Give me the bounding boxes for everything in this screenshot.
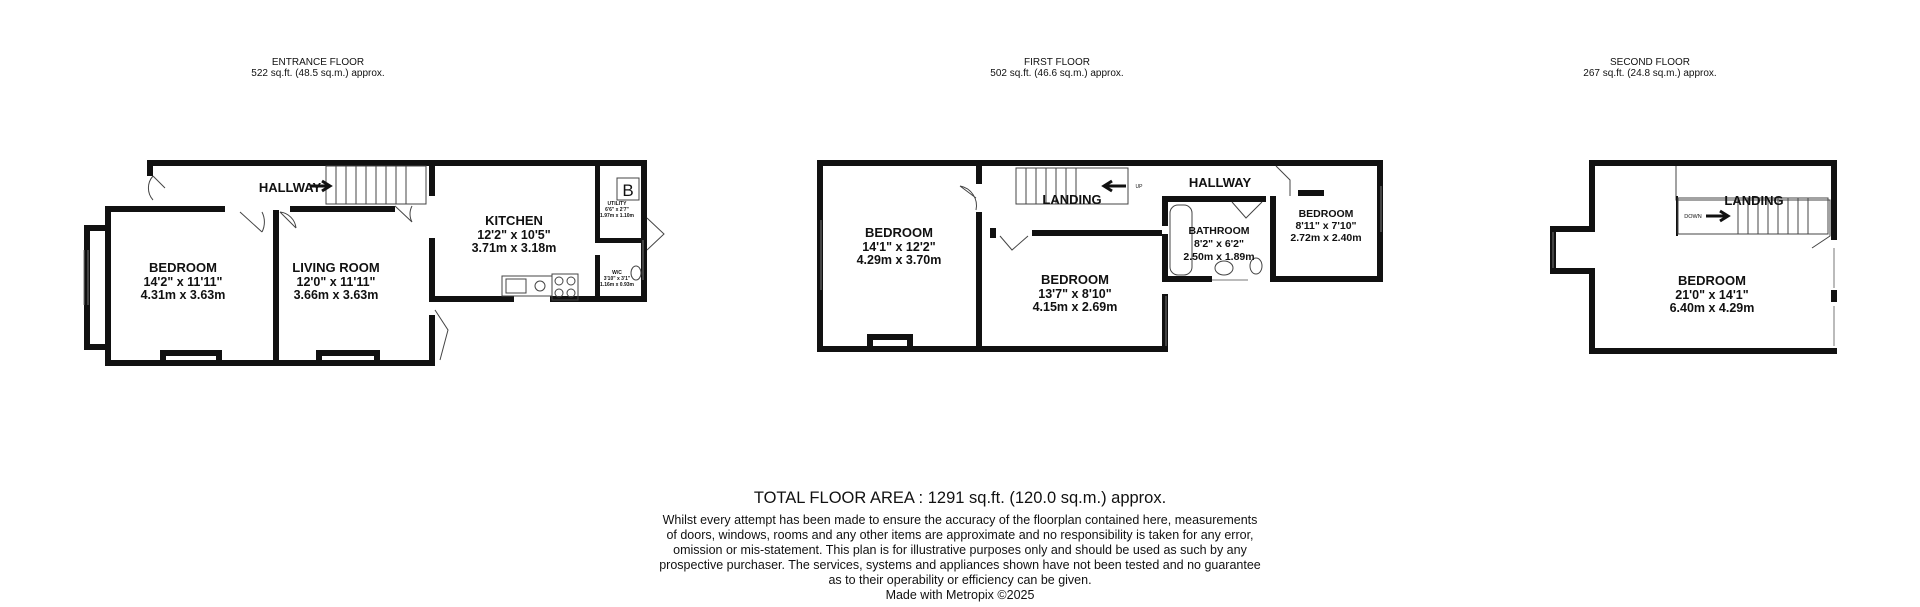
- footer: [560, 488, 1360, 603]
- made-with-credit: Made with Metropix ©2025: [885, 588, 1035, 602]
- room-name: BEDROOM: [865, 225, 933, 240]
- room-name: BEDROOM: [1298, 208, 1354, 220]
- wall: [429, 296, 514, 302]
- entrance-floor-plan: [84, 160, 664, 366]
- door: [1000, 236, 1028, 250]
- room-dims-metric: 1.97m x 1.10m: [600, 213, 634, 219]
- boiler-label: B: [622, 181, 634, 200]
- second-floor-plan: [1550, 160, 1837, 354]
- sink: [502, 276, 552, 296]
- room-dims-imperial: 13'7" x 8'10": [1038, 287, 1112, 301]
- room-name: UTILITY: [607, 201, 627, 207]
- disclaimer-line: as to their operability or efficiency can be given.: [828, 573, 1092, 587]
- wall: [817, 160, 823, 352]
- door: [148, 176, 165, 200]
- room-dims-metric: 3.71m x 3.18m: [471, 241, 557, 255]
- room-dims-metric: 4.29m x 3.70m: [856, 253, 942, 267]
- room-name: HALLWAY: [258, 180, 322, 195]
- wall: [1162, 294, 1168, 352]
- room-dims-imperial: 6'6" x 2'7": [605, 207, 629, 213]
- wall: [1550, 226, 1595, 232]
- room-dims-imperial: 3'10" x 3'1": [603, 276, 631, 282]
- wall: [1270, 196, 1276, 282]
- wall: [976, 212, 982, 352]
- stair-arrow-icon: [1104, 181, 1126, 191]
- wall: [1162, 276, 1212, 282]
- room-name: LANDING: [1042, 192, 1102, 207]
- stair-label: DOWN: [1684, 214, 1702, 220]
- room-dims-metric: 4.15m x 2.69m: [1032, 300, 1118, 314]
- wall: [1589, 160, 1837, 166]
- floor-area: 502 sq.ft. (46.6 sq.m.) approx.: [990, 68, 1124, 79]
- wall: [1550, 268, 1595, 274]
- room-dims-metric: 3.66m x 3.63m: [293, 288, 379, 302]
- room-dims-imperial: 12'2" x 10'5": [477, 228, 551, 242]
- wall: [216, 350, 222, 364]
- room-dims-imperial: 8'11" x 7'10": [1295, 220, 1357, 232]
- floor-title: SECOND FLOOR: [1609, 57, 1690, 68]
- room-dims-metric: 2.72m x 2.40m: [1290, 232, 1362, 244]
- room-name: KITCHEN: [485, 213, 543, 228]
- bath-icon: [1170, 205, 1192, 275]
- wall: [1589, 348, 1837, 354]
- room-name: LANDING: [1724, 193, 1784, 208]
- wall: [105, 206, 225, 212]
- wall: [867, 334, 913, 340]
- door: [647, 218, 664, 250]
- wall: [147, 160, 647, 166]
- disclaimer-line: omission or mis-statement. This plan is for illustrative purposes only and should be used as such by any: [673, 543, 1247, 557]
- wall: [84, 225, 109, 231]
- room-name: BEDROOM: [149, 260, 217, 275]
- room-dims-metric: 1.16m x 0.93m: [600, 282, 634, 288]
- door: [240, 212, 264, 232]
- stair-label: UP: [1135, 184, 1143, 190]
- wall: [1162, 234, 1168, 282]
- disclaimer-line: prospective purchaser. The services, systems and appliances shown have not been tested and no guarantee: [659, 558, 1261, 572]
- wall: [316, 350, 380, 356]
- room-dims-metric: 4.31m x 3.63m: [140, 288, 226, 302]
- disclaimer-line: Whilst every attempt has been made to ensure the accuracy of the floorplan contained here, measurements: [662, 513, 1258, 527]
- wall: [907, 334, 913, 350]
- wall: [1377, 160, 1383, 282]
- staircase: [310, 166, 426, 204]
- wall: [990, 228, 996, 238]
- room-dims-imperial: 12'0" x 11'11": [296, 275, 376, 289]
- wall: [817, 160, 1383, 166]
- wall: [147, 160, 153, 176]
- door: [435, 310, 448, 360]
- room-dims-metric: 2.50m x 1.89m: [1183, 251, 1255, 263]
- room-name: W/C: [612, 270, 622, 276]
- first-floor-plan: [817, 160, 1383, 352]
- floor-title: ENTRANCE FLOOR: [271, 57, 365, 68]
- wall: [105, 360, 435, 366]
- wall: [160, 350, 222, 356]
- door: [280, 212, 296, 228]
- room-dims-metric: 6.40m x 4.29m: [1669, 301, 1755, 315]
- wall: [429, 238, 435, 302]
- wall: [595, 238, 645, 243]
- wall: [1589, 160, 1595, 226]
- basin-icon: [1215, 261, 1233, 275]
- floor-area: 267 sq.ft. (24.8 sq.m.) approx.: [1583, 68, 1717, 79]
- wall: [1831, 290, 1837, 302]
- wall: [1162, 196, 1168, 226]
- wall: [1162, 196, 1266, 202]
- door: [1232, 202, 1262, 218]
- door: [1276, 166, 1290, 196]
- wall: [374, 350, 380, 364]
- wall: [429, 160, 435, 196]
- disclaimer: [560, 513, 1360, 588]
- room-dims-imperial: 14'1" x 12'2": [862, 240, 936, 254]
- room-dims-imperial: 14'2" x 11'11": [143, 275, 223, 289]
- wall: [1032, 230, 1162, 236]
- wall: [290, 206, 395, 212]
- stair-arrow-icon: [1706, 211, 1728, 221]
- room-name: LIVING ROOM: [292, 260, 380, 275]
- door: [395, 206, 412, 222]
- toilet-icon: [631, 266, 641, 280]
- floor-title: FIRST FLOOR: [1024, 57, 1090, 68]
- wall: [595, 160, 600, 240]
- wall: [273, 210, 279, 364]
- wall: [1589, 274, 1595, 354]
- wall: [1298, 190, 1324, 196]
- wall: [1831, 160, 1837, 240]
- wall: [429, 315, 435, 365]
- disclaimer-line: of doors, windows, rooms and any other items are approximate and no responsibility is taken for any error,: [666, 528, 1254, 542]
- room-name: BEDROOM: [1041, 272, 1109, 287]
- wall: [976, 160, 982, 184]
- room-name: HALLWAY: [1188, 175, 1252, 190]
- floor-area: 522 sq.ft. (48.5 sq.m.) approx.: [251, 68, 385, 79]
- wall: [1270, 276, 1383, 282]
- door: [960, 186, 976, 210]
- wall: [84, 225, 90, 350]
- wall: [641, 160, 647, 302]
- room-dims-imperial: 8'2" x 6'2": [1194, 238, 1244, 250]
- wall: [595, 255, 600, 302]
- room-dims-imperial: 21'0" x 14'1": [1675, 288, 1749, 302]
- room-name: BEDROOM: [1678, 273, 1746, 288]
- total-floor-area: TOTAL FLOOR AREA : 1291 sq.ft. (120.0 sq.m.) approx.: [753, 489, 1167, 507]
- room-name: BATHROOM: [1188, 225, 1250, 237]
- wall: [84, 344, 109, 350]
